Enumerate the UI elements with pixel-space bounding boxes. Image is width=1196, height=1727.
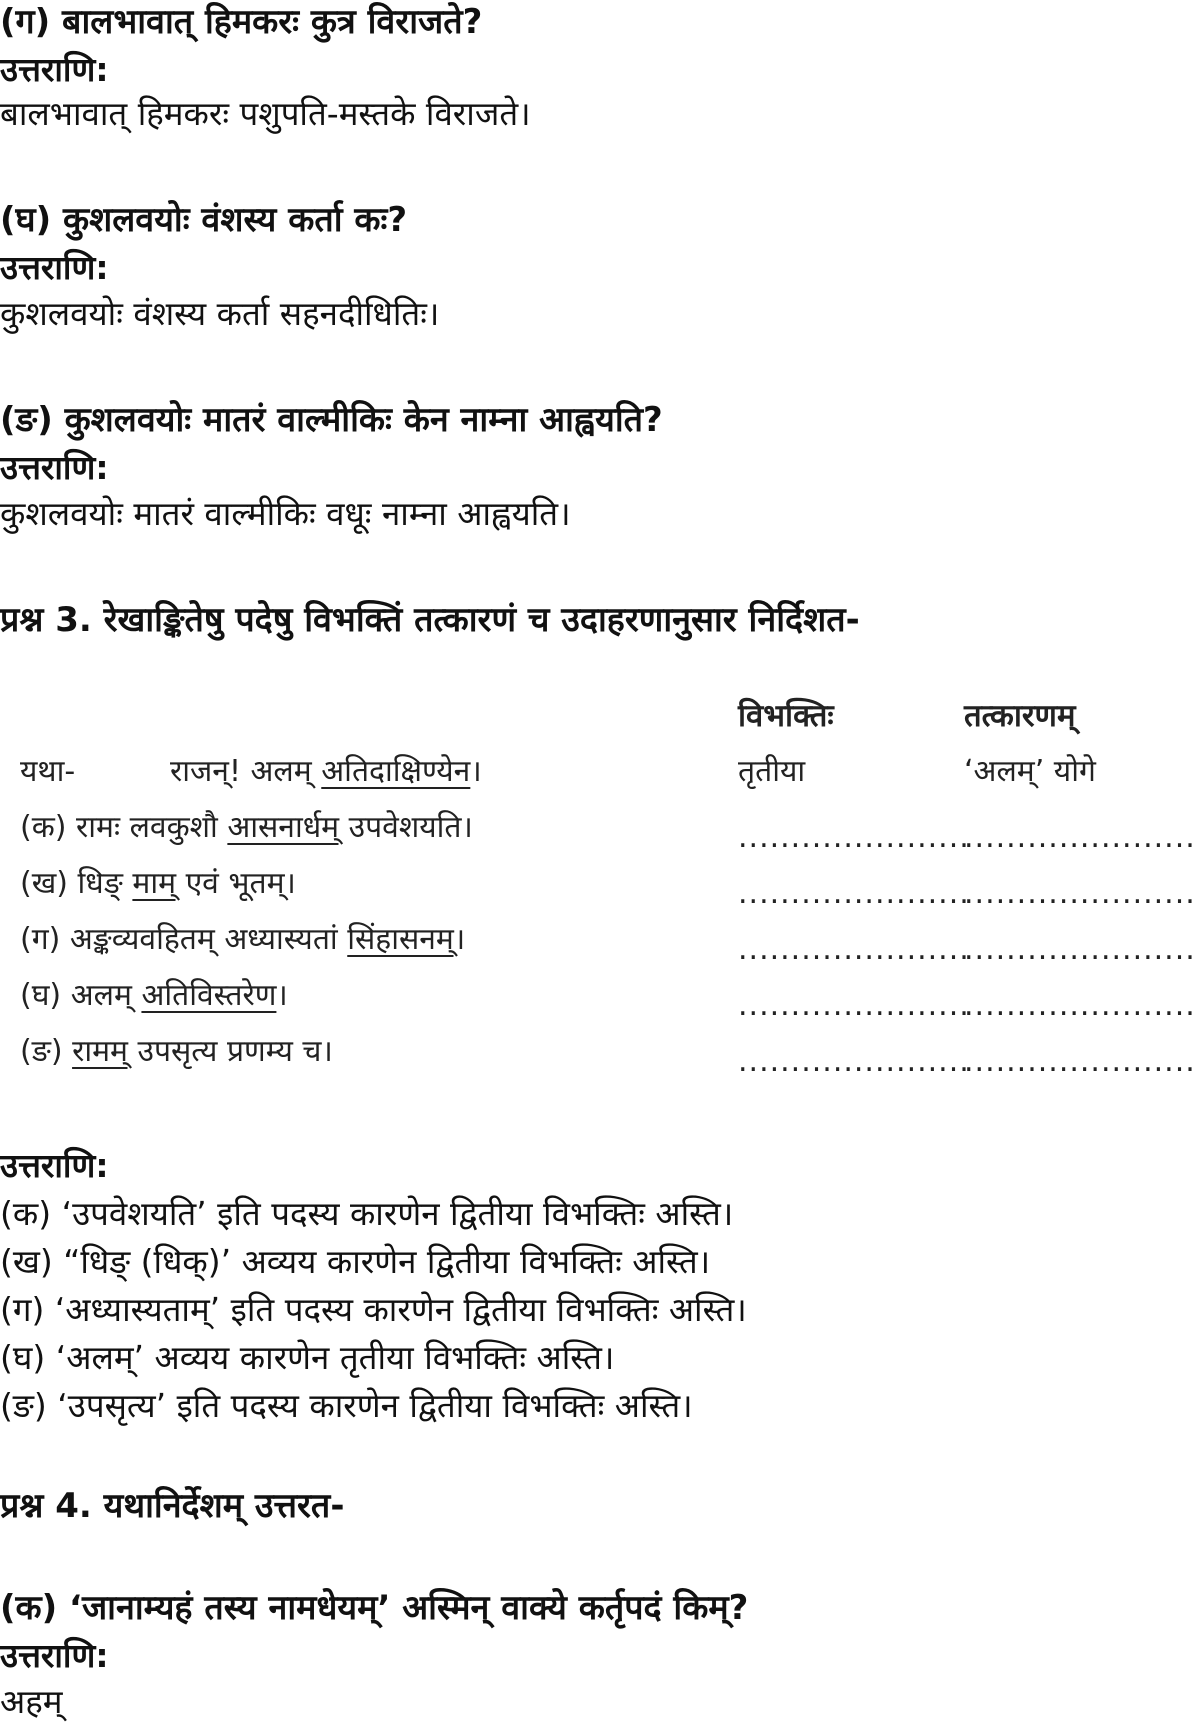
vibhakti-table [0, 690, 1196, 1090]
question-nga: (ङ) कुशलवयोः मातरं वाल्मीकिः केन नाम्ना आह्वयति? [0, 400, 663, 440]
row-post: उपवेशयति। [348, 810, 473, 845]
blank-vibhakti: ...................... [738, 1044, 970, 1079]
header-karan: तत्कारणम् [964, 698, 1076, 734]
blank-karan: ...................... [964, 876, 1196, 911]
answer-line: (घ) ‘अलम्’ अव्यय कारणेन तृतीया विभक्तिः अस्ति। [0, 1338, 615, 1377]
table-row [20, 1032, 333, 1072]
example-sentence [170, 752, 482, 792]
blank-vibhakti: ...................... [738, 932, 970, 967]
answer-ga: बालभावात् हिमकरः पशुपति-मस्तके विराजते। [0, 94, 531, 133]
row-post: एवं भूतम्। [185, 866, 296, 901]
blank-vibhakti: ...................... [738, 876, 970, 911]
table-row [20, 864, 296, 904]
example-vibhakti: तृतीया [738, 754, 806, 789]
row-marker: (ग) [20, 922, 61, 957]
blank-karan: ...................... [964, 932, 1196, 967]
row-marker: (ख) [20, 866, 68, 901]
answer-line: (ख) “धिङ् (धिक्)’ अव्यय कारणेन द्वितीया विभक्तिः अस्ति। [0, 1242, 711, 1281]
row-pre: अङ्कव्यवहितम् अध्यास्यतां [69, 922, 338, 957]
blank-vibhakti: ...................... [738, 820, 970, 855]
blank-vibhakti: ...................... [738, 988, 970, 1023]
row-underlined: रामम् [72, 1034, 128, 1069]
question-4-title: प्रश्न 4. यथानिर्देशम् उत्तरत- [0, 1486, 345, 1526]
row-post: उपसृत्य प्रणम्य च। [137, 1034, 333, 1069]
answers-label: उत्तराणि: [0, 448, 109, 487]
row-underlined: सिंहासनम् [347, 922, 454, 957]
example-underlined: अतिदाक्षिण्येन [321, 754, 471, 789]
answer-4-ka: अहम् [0, 1682, 63, 1721]
table-row [20, 808, 473, 848]
answer-gha: कुशलवयोः वंशस्य कर्ता सहनदीधितिः। [0, 294, 440, 333]
row-underlined: आसनार्धम् [227, 810, 340, 845]
row-underlined: अतिविस्तरेण [141, 978, 277, 1013]
table-row [20, 920, 465, 960]
table-row [20, 976, 288, 1016]
blank-karan: ...................... [964, 820, 1196, 855]
question-gha: (घ) कुशलवयोः वंशस्य कर्ता कः? [0, 200, 408, 240]
answer-line: (ग) ‘अध्यास्यताम्’ इति पदस्य कारणेन द्वितीया विभक्तिः अस्ति। [0, 1290, 747, 1329]
question-3-title: प्रश्न 3. रेखाङ्कितेषु पदेषु विभक्तिं तत्कारणं च उदाहरणानुसार निर्दिशत- [0, 600, 860, 640]
example-post: । [470, 754, 482, 789]
question-4-ka: (क) ‘जानाम्यहं तस्य नामधेयम्’ अस्मिन् वाक्ये कर्तृपदं किम्? [0, 1588, 749, 1628]
blank-karan: ...................... [964, 988, 1196, 1023]
example-marker: यथा- [20, 754, 76, 789]
answer-nga: कुशलवयोः मातरं वाल्मीकिः वधूः नाम्ना आह्वयति। [0, 494, 571, 533]
row-marker: (ङ) [20, 1034, 63, 1069]
row-underlined: माम् [132, 866, 177, 901]
header-vibhakti: विभक्तिः [738, 698, 834, 734]
row-post: । [276, 978, 288, 1013]
blank-karan: ...................... [964, 1044, 1196, 1079]
question-ga: (ग) बालभावात् हिमकरः कुत्र विराजते? [0, 2, 483, 42]
row-marker: (क) [20, 810, 67, 845]
example-pre: राजन्! अलम् [170, 754, 312, 789]
example-karan: ‘अलम्’ योगे [964, 754, 1096, 789]
answer-line: (ङ) ‘उपसृत्य’ इति पदस्य कारणेन द्वितीया विभक्तिः अस्ति। [0, 1386, 693, 1425]
answers-label: उत्तराणि: [0, 50, 109, 89]
answers-label: उत्तराणि: [0, 1146, 109, 1185]
answers-label: उत्तराणि: [0, 248, 109, 287]
row-marker: (घ) [20, 978, 62, 1013]
row-post: । [453, 922, 466, 957]
row-pre: रामः लवकुशौ [76, 810, 218, 845]
row-pre: अलम् [70, 978, 132, 1013]
answer-line: (क) ‘उपवेशयति’ इति पदस्य कारणेन द्वितीया विभक्तिः अस्ति। [0, 1194, 734, 1233]
answers-label: उत्तराणि: [0, 1636, 109, 1675]
row-pre: धिङ् [77, 866, 123, 901]
